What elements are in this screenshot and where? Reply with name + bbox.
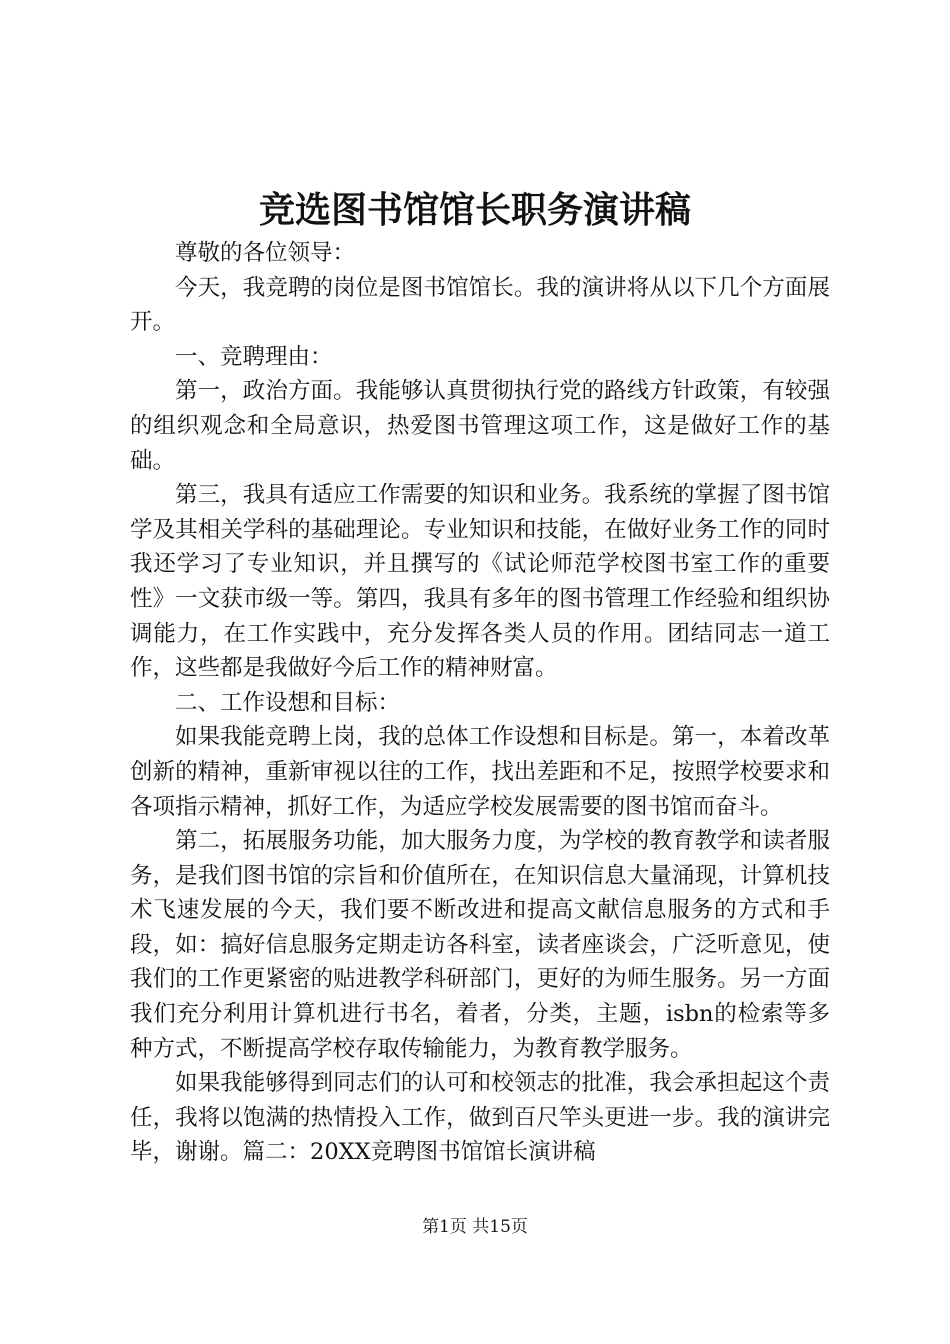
body-paragraph: 第一，政治方面。我能够认真贯彻执行党的路线方针政策，有较强的组织观念和全局意识，热爱图书管理这项工作，这是做好工作的基础。 — [130, 378, 830, 474]
document-title: 竞选图书馆馆长职务演讲稿 — [258, 189, 691, 231]
section-heading-reasons: 一、竞聘理由： — [175, 343, 333, 370]
body-paragraph: 如果我能竞聘上岗，我的总体工作设想和目标是。第一，本着改革创新的精神，重新审视以往的工作，找出差距和不足，按照学校要求和各项指示精神，抓好工作，为适应学校发展需要的图书馆而奋斗。 — [130, 724, 830, 820]
section-heading-goals: 二、工作设想和目标： — [175, 689, 401, 716]
closing-paragraph: 如果我能够得到同志们的认可和校领志的批准，我会承担起这个责任，我将以饱满的热情投入工作，做到百尺竿头更进一步。我的演讲完毕，谢谢。篇二：20XX竞聘图书馆馆长演讲稿 — [130, 1070, 830, 1166]
intro-paragraph: 今天，我竞聘的岗位是图书馆馆长。我的演讲将从以下几个方面展开。 — [130, 274, 830, 336]
page-number-footer: 第1页 共15页 — [422, 1217, 528, 1237]
body-paragraph: 第二，拓展服务功能，加大服务力度，为学校的教育教学和读者服务，是我们图书馆的宗旨和价值所在，在知识信息大量涌现，计算机技术飞速发展的今天，我们要不断改进和提高文献信息服务的方式和手段，如：搞好信息服务定期走访各科室，读者座谈会，广泛听意见，使我们的工作更紧密的贴进教学科研部门，更好的为师生服务。另一方面我们充分利用计算机进行书名，着者，分类，主题，isbn的检索等多种方式，不断提高学校存取传输能力，为教育教学服务。 — [130, 828, 830, 1062]
salutation-paragraph: 尊敬的各位领导： — [175, 240, 356, 266]
body-paragraph: 第三，我具有适应工作需要的知识和业务。我系统的掌握了图书馆学及其相关学科的基础理论。专业知识和技能，在做好业务工作的同时我还学习了专业知识，并且撰写的《试论师范学校图书室工作的重要性》一文获市级一等。第四，我具有多年的图书管理工作经验和组织协调能力，在工作实践中，充分发挥各类人员的作用。团结同志一道工作，这些都是我做好今后工作的精神财富。 — [130, 482, 830, 682]
document-body — [130, 236, 830, 1170]
